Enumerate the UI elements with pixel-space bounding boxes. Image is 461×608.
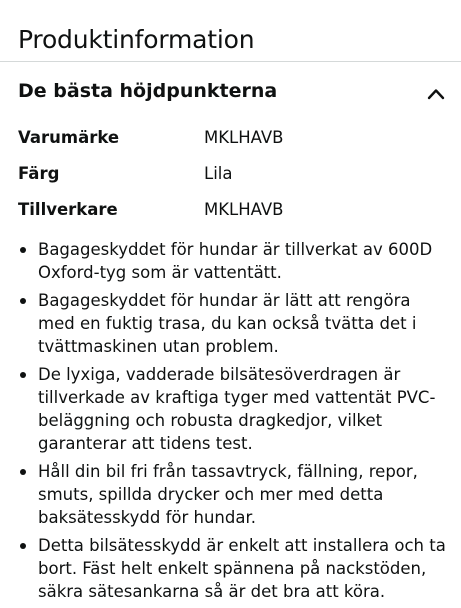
list-item: [0, 460, 461, 529]
list-item-text: Håll din bil fri från tassavtryck, fällning, repor, smuts, spillda drycker och mer med detta baksätesskydd för hundar.: [38, 462, 418, 527]
spec-key: Färg: [18, 164, 60, 183]
section-title: De bästa höjdpunkterna: [18, 80, 278, 102]
list-item-text: Bagageskyddet för hundar är tillverkat av 600D Oxford-tyg som är vattentätt.: [38, 240, 433, 282]
bullet-dot-icon: [20, 469, 26, 475]
spec-table: [0, 124, 461, 232]
spec-row-brand: [0, 124, 461, 160]
list-item-text: Bagageskyddet för hundar är lätt att rengöra med en fuktig trasa, du kan också tvätta det i tvättmaskinen utan problem.: [38, 291, 417, 356]
spec-key: Tillverkare: [18, 200, 118, 219]
list-item: [0, 534, 461, 603]
list-item-text: De lyxiga, vadderade bilsätesöverdragen är tillverkade av kraftiga tyger med vattentät PVC-beläggning och robusta dragkedjor, vilket garanterar att tidens test.: [38, 365, 436, 453]
bullet-dot-icon: [20, 247, 26, 253]
spec-value: Lila: [204, 164, 233, 183]
chevron-up-icon[interactable]: [424, 82, 448, 106]
spec-row-manufacturer: [0, 196, 461, 232]
section-divider: [0, 61, 461, 62]
list-item: [0, 289, 461, 358]
spec-value: MKLHAVB: [204, 128, 284, 147]
list-item: [0, 238, 461, 284]
page-title: Produktinformation: [18, 24, 255, 54]
highlights-list: [0, 238, 461, 608]
list-item-text: Detta bilsätesskydd är enkelt att installera och ta bort. Fäst helt enkelt spännena på nackstöden, säkra sätesankarna så är det bra att köra.: [38, 536, 446, 601]
spec-value: MKLHAVB: [204, 200, 284, 219]
highlights-section-header[interactable]: [0, 74, 461, 114]
spec-key: Varumärke: [18, 128, 120, 147]
spec-row-color: [0, 160, 461, 196]
bullet-dot-icon: [20, 372, 26, 378]
list-item: [0, 363, 461, 455]
bullet-dot-icon: [20, 298, 26, 304]
bullet-dot-icon: [20, 543, 26, 549]
